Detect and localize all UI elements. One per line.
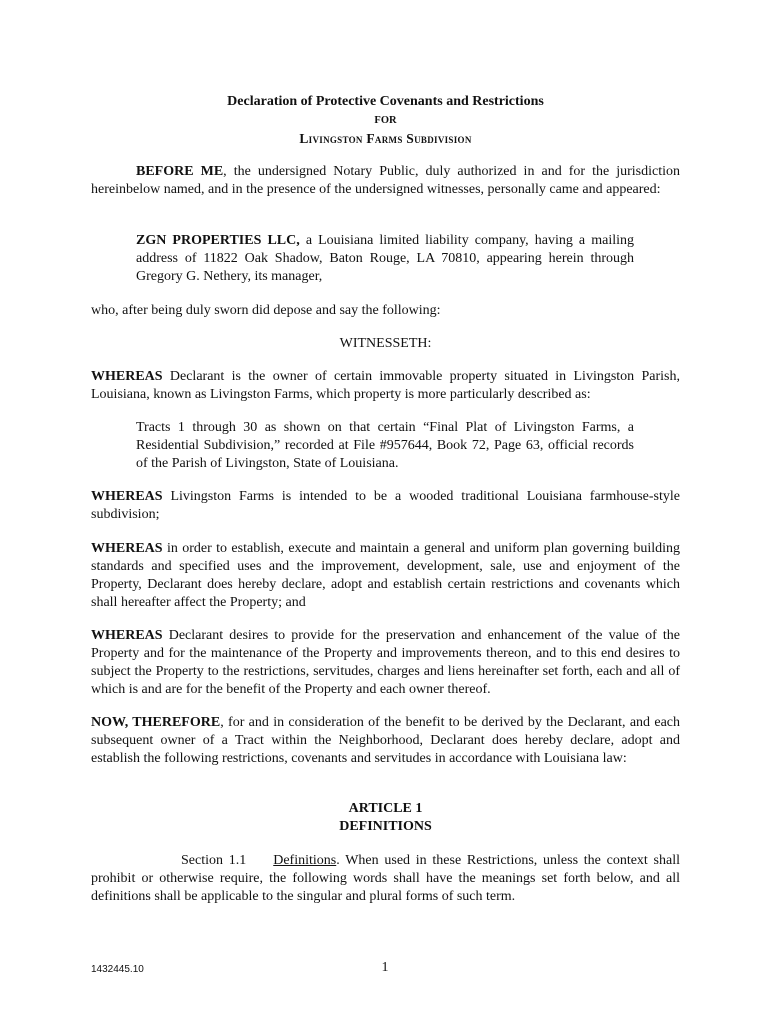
- section-paragraph: [91, 852, 680, 906]
- sworn-paragraph: who, after being duly sworn did depose and say the following:: [91, 303, 441, 318]
- page-number: 1: [381, 960, 389, 975]
- document-title: Declaration of Protective Covenants and Restrictions: [227, 94, 544, 109]
- tracts-description: Tracts 1 through 30 as shown on that certain “Final Plat of Livingston Farms, a Residential Subdivision,” recorded at File #957644, Book 72, Page 63, official records of the Parish of Livingston, State of Louisiana.: [136, 420, 634, 471]
- therefore-text: , for and in consideration of the benefit to be derived by the Declarant, and each subsequent owner of a Tract within the Neighborhood, Declarant does hereby declare, adopt and establish the following restrictions, covenants and servitudes in accordance with Louisiana law:: [91, 715, 680, 766]
- whereas-text: Livingston Farms is intended to be a wooded traditional Louisiana farmhouse-style subdivision;: [91, 489, 680, 522]
- witnesseth-heading: WITNESSETH:: [339, 336, 432, 351]
- therefore-paragraph: [91, 714, 680, 768]
- whereas-text: Declarant desires to provide for the preservation and enhancement of the value of the Property and for the maintenance of the Property and improvements thereon, and to this end desires to subject the Property to the restrictions, servitudes, charges and liens hereinafter set forth, each and all of which is and are for the benefit of the Property and each owner thereof.: [91, 628, 680, 697]
- article-title: DEFINITIONS: [339, 819, 432, 834]
- whereas-paragraph-3: [91, 540, 680, 612]
- intro-text: , the undersigned Notary Public, duly authorized in and for the jurisdiction hereinbelow named, and in the presence of the undersigned witnesses, personally came and appeared:: [91, 164, 680, 197]
- whereas-lead: WHEREAS: [91, 369, 163, 384]
- document-id: 1432445.10: [91, 964, 144, 975]
- whereas-paragraph-1: [91, 368, 680, 404]
- party-name: ZGN PROPERTIES LLC,: [136, 233, 300, 248]
- intro-lead: BEFORE ME: [136, 164, 224, 179]
- intro-paragraph: [91, 163, 680, 199]
- whereas-lead: WHEREAS: [91, 541, 163, 556]
- whereas-text: Declarant is the owner of certain immovable property situated in Livingston Parish, Louisiana, known as Livingston Farms, which property is more particularly described as:: [91, 369, 680, 402]
- party-text: a Louisiana limited liability company, having a mailing address of 11822 Oak Shadow, Baton Rouge, LA 70810, appearing herein through Gregory G. Nethery, its manager,: [136, 233, 634, 284]
- whereas-paragraph-4: [91, 627, 680, 699]
- section-heading: Definitions: [273, 853, 337, 868]
- section-text: . When used in these Restrictions, unless the context shall prohibit or otherwise require, the following words shall have the meanings set forth below, and all definitions shall be applicable to the singular and plural forms of such term.: [91, 853, 680, 904]
- title-for: FOR: [374, 115, 397, 126]
- section-number: Section 1.1: [181, 853, 247, 868]
- whereas-lead: WHEREAS: [91, 628, 163, 643]
- document-page: [91, 0, 680, 1024]
- whereas-paragraph-2: [91, 488, 680, 524]
- therefore-lead: NOW, THEREFORE: [91, 715, 221, 730]
- whereas-lead: WHEREAS: [91, 489, 163, 504]
- subdivision-name: Livingston Farms Subdivision: [299, 131, 472, 146]
- article-number: ARTICLE 1: [348, 801, 423, 816]
- party-paragraph: [136, 232, 634, 286]
- whereas-text: in order to establish, execute and maintain a general and uniform plan governing building standards and specified uses and the improvement, development, sale, use and enjoyment of the Property, Declarant does hereby declare, adopt and establish certain restrictions and covenants which shall hereafter affect the Property; and: [91, 541, 680, 610]
